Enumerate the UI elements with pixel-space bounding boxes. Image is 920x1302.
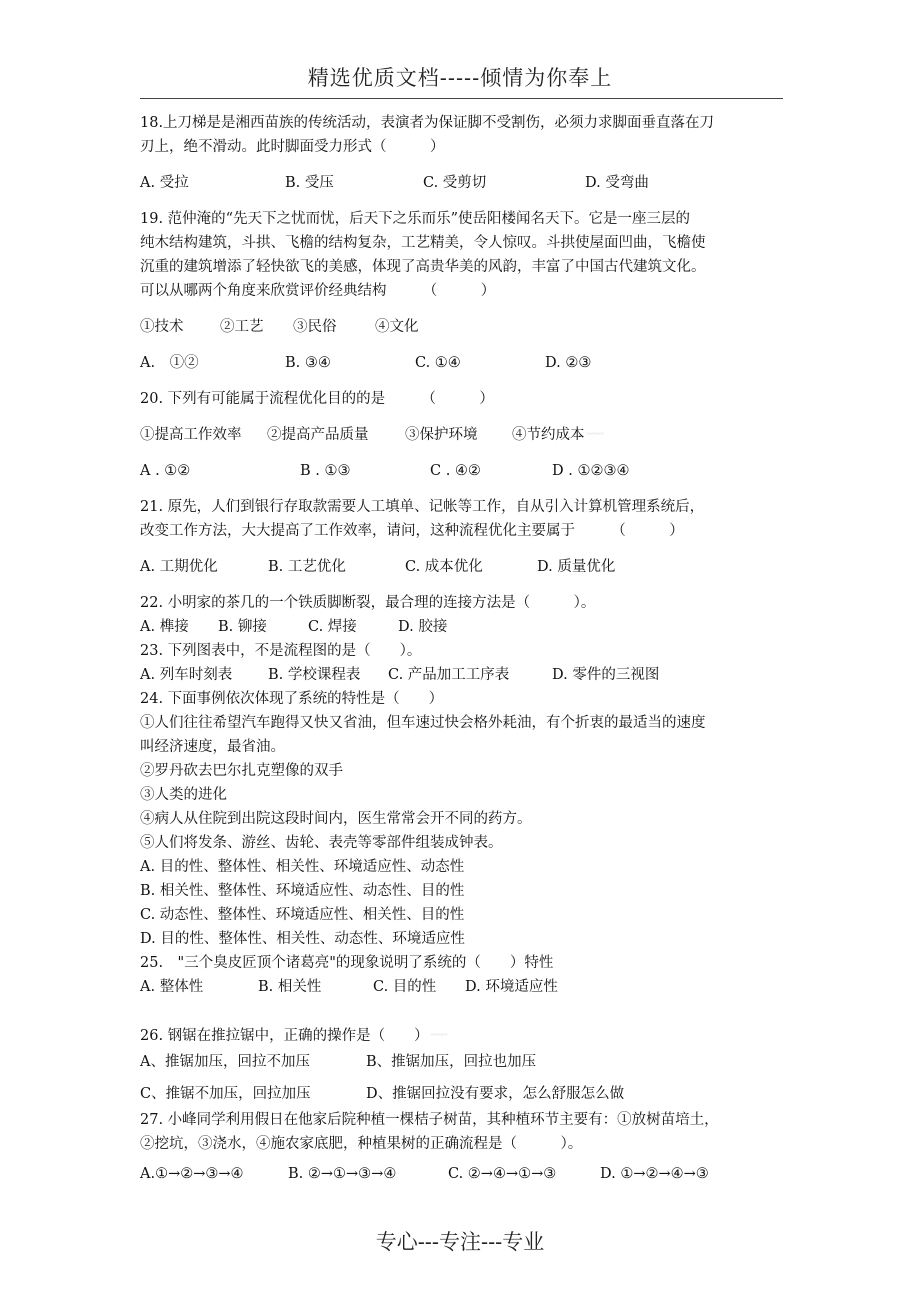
q21-options: [140, 557, 790, 577]
q19-items: [140, 317, 790, 337]
q20-option-d: D . ①②③④: [552, 463, 630, 479]
q24-line-1: 24. 下面事例依次体现了系统的特性是（ ）: [140, 691, 444, 707]
q25-line-1: 25. "三个臭皮匠顶个诸葛亮"的现象说明了系统的（ ）特性: [140, 955, 554, 971]
q24-statement-2: ②罗丹砍去巴尔扎克塑像的双手: [140, 763, 343, 779]
q22-options: [140, 617, 790, 637]
q21-line-1: 21. 原先，人们到银行存取款需要人工填单、记帐等工作，自从引入计算机管理系统后，: [140, 499, 705, 515]
header-divider: [140, 98, 783, 99]
q20-options: [140, 461, 790, 481]
q19-option-d: D. ②③: [545, 355, 592, 371]
q25-option-c: C. 目的性: [373, 979, 437, 995]
q27-options: [140, 1164, 790, 1184]
q24-option-c: C. 动态性、整体性、环境适应性、相关性、目的性: [140, 907, 465, 923]
q27-option-c: C. ②→④→①→③: [448, 1166, 557, 1182]
q21-option-b: B. 工艺优化: [268, 559, 346, 575]
watermark-mark: 〰〰〰: [430, 1032, 448, 1039]
q26-line-1-wrap: [140, 1026, 790, 1046]
q19-option-b: B. ③④: [285, 355, 331, 371]
q19-option-c: C. ①④: [415, 355, 461, 371]
q25-option-d: D. 环境适应性: [465, 979, 558, 995]
page-header: 精选优质文档-----倾情为你奉上: [307, 66, 613, 90]
q19-line-4: 可以从哪两个角度来欣赏评价经典结构 （ ）: [140, 283, 496, 299]
q18-option-c: C. 受剪切: [423, 175, 487, 191]
q27-option-a: A.①→②→③→④: [140, 1166, 244, 1182]
q19-line-3: 沉重的建筑增添了轻快欲飞的美感，体现了高贵华美的风韵，丰富了中国古代建筑文化。: [140, 259, 706, 275]
q24-option-d: D. 目的性、整体性、相关性、动态性、环境适应性: [140, 931, 465, 947]
page-footer: 专心---专注---专业: [375, 1230, 545, 1254]
q26-option-a: A、推锯加压，回拉不加压: [140, 1054, 310, 1070]
q19-line-2: 纯木结构建筑，斗拱、飞檐的结构复杂，工艺精美，令人惊叹。斗拱使屋面凹曲，飞檐使: [140, 235, 706, 251]
q23-option-a: A. 列车时刻表: [140, 667, 233, 683]
q27-option-b: B. ②→①→③→④: [288, 1166, 397, 1182]
q20-option-c: C . ④②: [430, 463, 481, 479]
q18-options: [140, 173, 790, 193]
q26-option-d: D、推锯回拉没有要求，怎么舒服怎么做: [366, 1086, 625, 1102]
q22-line-1: 22. 小明家的茶几的一个铁质脚断裂，最合理的连接方法是（ ）。: [140, 595, 596, 611]
q22-option-c: C. 焊接: [308, 619, 357, 635]
q26-option-b: B、推锯加压，回拉也加压: [366, 1054, 537, 1070]
q19-option-a: A. ①②: [140, 355, 199, 371]
q24-statement-4: ④病人从住院到出院这段时间内，医生常常会开不同的药方。: [140, 811, 532, 827]
q19-item-2: ②工艺: [220, 319, 264, 335]
q21-option-d: D. 质量优化: [537, 559, 616, 575]
q27-line-1: 27. 小峰同学利用假日在他家后院种植一棵桔子树苗，其种植环节主要有：①放树苗培土，: [140, 1112, 719, 1128]
q23-options: [140, 665, 790, 685]
q27-option-d: D. ①→②→④→③: [600, 1166, 709, 1182]
q18-line-2: 刃上，绝不滑动。此时脚面受力形式（ ）: [140, 139, 445, 155]
q19-item-1: ①技术: [140, 319, 184, 335]
q27-line-2: ②挖坑，③浇水，④施农家底肥，种植果树的正确流程是（ ）。: [140, 1136, 583, 1152]
watermark-mark: 〰〰〰: [586, 431, 604, 438]
q20-item-4: ④节约成本: [512, 427, 585, 443]
q22-option-d: D. 胶接: [398, 619, 448, 635]
q20-option-b: B . ①③: [300, 463, 351, 479]
q20-option-a: A . ①②: [140, 463, 191, 479]
q24-option-b: B. 相关性、整体性、环境适应性、动态性、目的性: [140, 883, 465, 899]
q23-option-d: D. 零件的三视图: [552, 667, 660, 683]
q21-option-a: A. 工期优化: [140, 559, 218, 575]
q25-option-b: B. 相关性: [258, 979, 322, 995]
q26-line-1: 26. 钢锯在推拉锯中，正确的操作是（ ）: [140, 1028, 429, 1044]
q20-item-1: ①提高工作效率: [140, 427, 242, 443]
q18-option-d: D. 受弯曲: [585, 175, 649, 191]
q23-line-1: 23. 下列图表中，不是流程图的是（ ）。: [140, 643, 422, 659]
q20-line-1: 20. 下列有可能属于流程优化目的的是 （ ）: [140, 391, 494, 407]
q18-option-a: A. 受拉: [140, 175, 189, 191]
q19-item-4: ④文化: [375, 319, 419, 335]
q21-option-c: C. 成本优化: [405, 559, 483, 575]
q20-items: [140, 425, 790, 445]
q24-statement-1b: 叫经济速度，最省油。: [140, 739, 285, 755]
q23-option-c: C. 产品加工工序表: [388, 667, 510, 683]
q25-option-a: A. 整体性: [140, 979, 204, 995]
q24-statement-5: ⑤人们将发条、游丝、齿轮、表壳等零部件组装成钟表。: [140, 835, 503, 851]
q18-option-b: B. 受压: [285, 175, 334, 191]
q26-options-row-2: [140, 1084, 790, 1104]
q20-item-3: ③保护环境: [405, 427, 478, 443]
q22-option-a: A. 榫接: [140, 619, 189, 635]
q18-line-1: 18.上刀梯是是湘西苗族的传统活动，表演者为保证脚不受割伤，必须力求脚面垂直落在刀: [140, 115, 715, 131]
q21-line-2: 改变工作方法，大大提高了工作效率，请问，这种流程优化主要属于 （ ）: [140, 523, 684, 539]
q24-statement-3: ③人类的进化: [140, 787, 227, 803]
q23-option-b: B. 学校课程表: [268, 667, 361, 683]
q26-option-c: C、推锯不加压，回拉加压: [140, 1086, 311, 1102]
q26-options-row-1: [140, 1052, 790, 1072]
q19-item-3: ③民俗: [293, 319, 337, 335]
q24-statement-1a: ①人们往往希望汽车跑得又快又省油，但车速过快会格外耗油，有个折衷的最适当的速度: [140, 715, 706, 731]
q19-options: [140, 353, 790, 373]
q19-line-1: 19. 范仲淹的“先天下之忧而忧，后天下之乐而乐”使岳阳楼闻名天下。它是一座三层的: [140, 211, 690, 227]
q22-option-b: B. 铆接: [218, 619, 267, 635]
q24-option-a: A. 目的性、整体性、相关性、环境适应性、动态性: [140, 859, 465, 875]
q20-item-2: ②提高产品质量: [267, 427, 369, 443]
q25-options: [140, 977, 790, 997]
q20-item-4-wrap: [512, 425, 603, 445]
